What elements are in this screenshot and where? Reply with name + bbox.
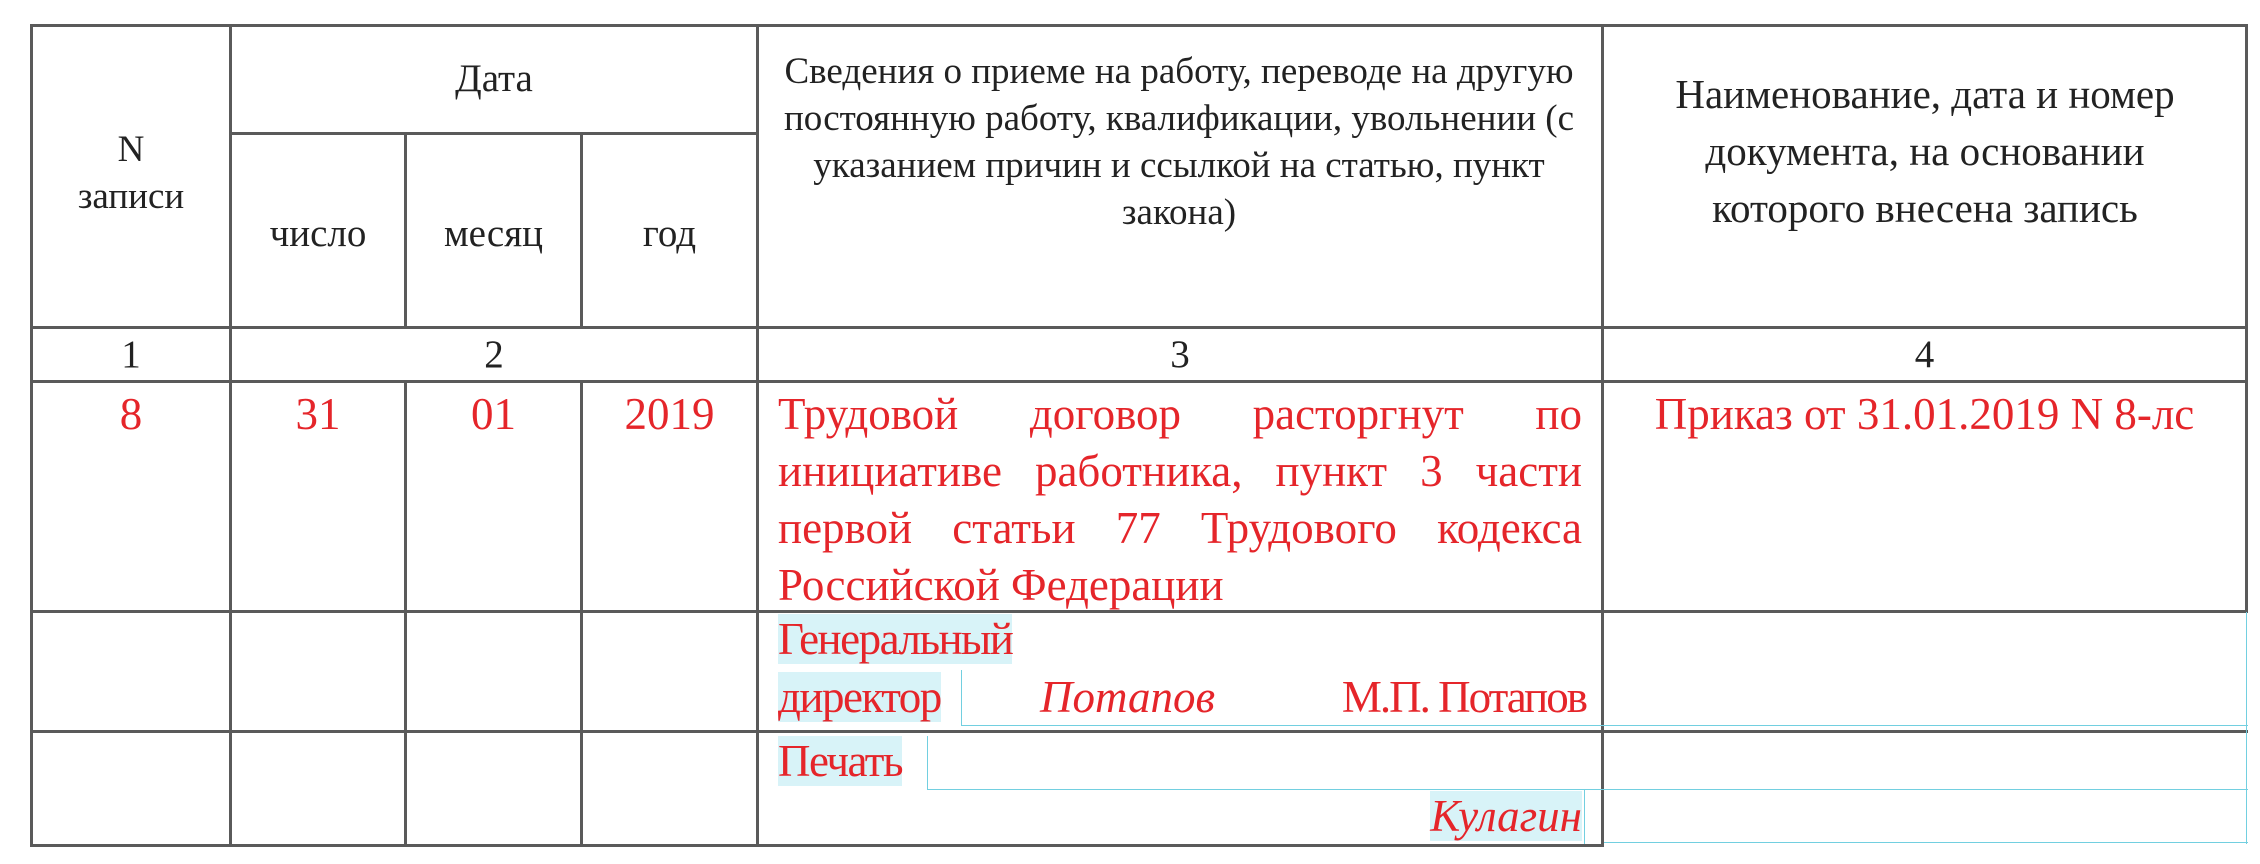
frame-guide [927, 736, 928, 790]
header-basis-document: Наименование, дата и номер документа, на основании которого внесена запись [1675, 71, 2175, 231]
column-number-3: 3 [1170, 333, 1190, 376]
frame-guide [927, 789, 2248, 790]
frame-guide [961, 670, 962, 726]
column-number-2: 2 [484, 333, 504, 376]
seal-label [778, 734, 902, 789]
frame-guide [1604, 842, 2248, 843]
header-record-number: N записи [77, 129, 185, 217]
frame-guide [2246, 612, 2247, 844]
column-divider-month-year-body [580, 380, 583, 847]
seal-signature [1400, 789, 1582, 844]
seal-label-text: Печать [778, 736, 902, 786]
header-day: число [269, 212, 367, 255]
entry-year: 2019 [624, 389, 715, 439]
table-border-bottom [30, 844, 1604, 847]
director-signature: Потапов [1040, 672, 1216, 722]
entry-text-line-3: первой статьи 77 Трудового кодекса [778, 503, 1582, 553]
header-month: месяц [443, 212, 544, 255]
frame-guide [961, 725, 2248, 726]
entry-basis-document: Приказ от 31.01.2019 N 8-лс [1654, 389, 2195, 439]
header-year: год [642, 212, 697, 255]
entry-text-line-1: Трудовой договор расторгнут по [778, 389, 1582, 439]
table-border-right [2245, 24, 2248, 613]
entry-text-line-4: Российской Федерации [778, 560, 1224, 610]
table-border-top [30, 24, 2248, 27]
entry-text-line-2: инициативе работника, пункт 3 части [778, 446, 1582, 496]
column-divider-day-month-body [404, 380, 407, 847]
header-employment-info: Сведения о приеме на работу, переводе на другую постоянную работу, квалификации, увольнении (с указанием причин и ссылкой на статью, пункт закона) [783, 51, 1575, 233]
frame-guide [1584, 789, 1585, 844]
entry-month: 01 [471, 389, 516, 439]
column-numbers-bottom-line [30, 380, 2248, 383]
seal-signature-text: Кулагин [1430, 791, 1582, 841]
signature-position-line-2-text: директор [778, 672, 941, 722]
entry-record-number: 8 [119, 389, 143, 439]
header-date-group: Дата [455, 57, 533, 100]
signature-position-line-2 [778, 670, 941, 725]
signature-position-line-1-text: Генеральный [778, 614, 1013, 664]
director-name: М.П. Потапов [1341, 672, 1586, 722]
signature-row-bottom-line [30, 730, 2248, 733]
signature-position-line-1 [778, 612, 1012, 667]
column-divider-3 [756, 24, 759, 847]
column-number-4: 4 [1914, 333, 1935, 376]
header-bottom-line [30, 326, 2248, 329]
column-number-1: 1 [121, 333, 141, 376]
date-subheader-line [230, 132, 758, 135]
entry-day: 31 [295, 389, 341, 439]
